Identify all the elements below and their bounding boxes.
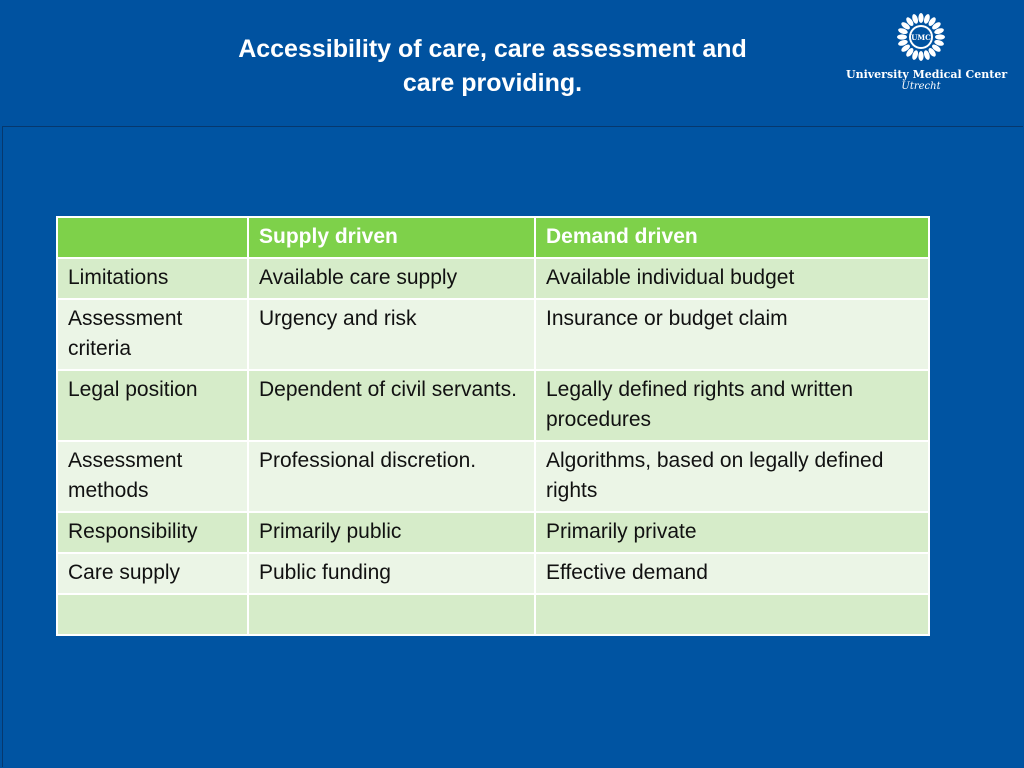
supply-cell: Dependent of civil servants. <box>248 370 535 441</box>
table-row <box>57 258 929 299</box>
comparison-table <box>56 216 930 636</box>
header-cell-demand-driven: Demand driven <box>535 217 929 258</box>
table-row <box>57 299 929 370</box>
row-label: Assessment criteria <box>57 299 248 370</box>
supply-cell <box>248 594 535 635</box>
demand-cell <box>535 594 929 635</box>
sun-petal <box>897 34 907 39</box>
logo-city: Utrecht <box>901 81 941 92</box>
supply-cell: Public funding <box>248 553 535 594</box>
slide-title <box>170 32 815 100</box>
row-label: Limitations <box>57 258 248 299</box>
table-header-row <box>57 217 929 258</box>
supply-cell: Primarily public <box>248 512 535 553</box>
table-row <box>57 441 929 512</box>
slide-title-line-2: care providing. <box>402 69 583 97</box>
row-label: Responsibility <box>57 512 248 553</box>
supply-cell: Professional discretion. <box>248 441 535 512</box>
table-row <box>57 512 929 553</box>
table-row <box>57 370 929 441</box>
sun-petal <box>918 51 923 61</box>
demand-cell: Effective demand <box>535 553 929 594</box>
row-label: Legal position <box>57 370 248 441</box>
logo-name: University Medical Center <box>846 68 1008 81</box>
row-label: Care supply <box>57 553 248 594</box>
sun-petal <box>918 13 923 23</box>
table-row <box>57 553 929 594</box>
row-label: Assessment methods <box>57 441 248 512</box>
header-cell-empty <box>57 217 248 258</box>
slide-header <box>0 0 1024 126</box>
umc-badge-text: UMC <box>911 33 931 42</box>
sun-petal <box>935 34 945 39</box>
row-label <box>57 594 248 635</box>
demand-cell: Primarily private <box>535 512 929 553</box>
demand-cell: Insurance or budget claim <box>535 299 929 370</box>
table-row-empty <box>57 594 929 635</box>
supply-cell: Available care supply <box>248 258 535 299</box>
demand-cell: Legally defined rights and written procedures <box>535 370 929 441</box>
demand-cell: Algorithms, based on legally defined rights <box>535 441 929 512</box>
supply-cell: Urgency and risk <box>248 299 535 370</box>
umc-sun-icon <box>896 12 946 62</box>
demand-cell: Available individual budget <box>535 258 929 299</box>
slide-title-line-1: Accessibility of care, care assessment and <box>238 35 747 63</box>
header-cell-supply-driven: Supply driven <box>248 217 535 258</box>
umc-logo <box>846 12 1008 102</box>
